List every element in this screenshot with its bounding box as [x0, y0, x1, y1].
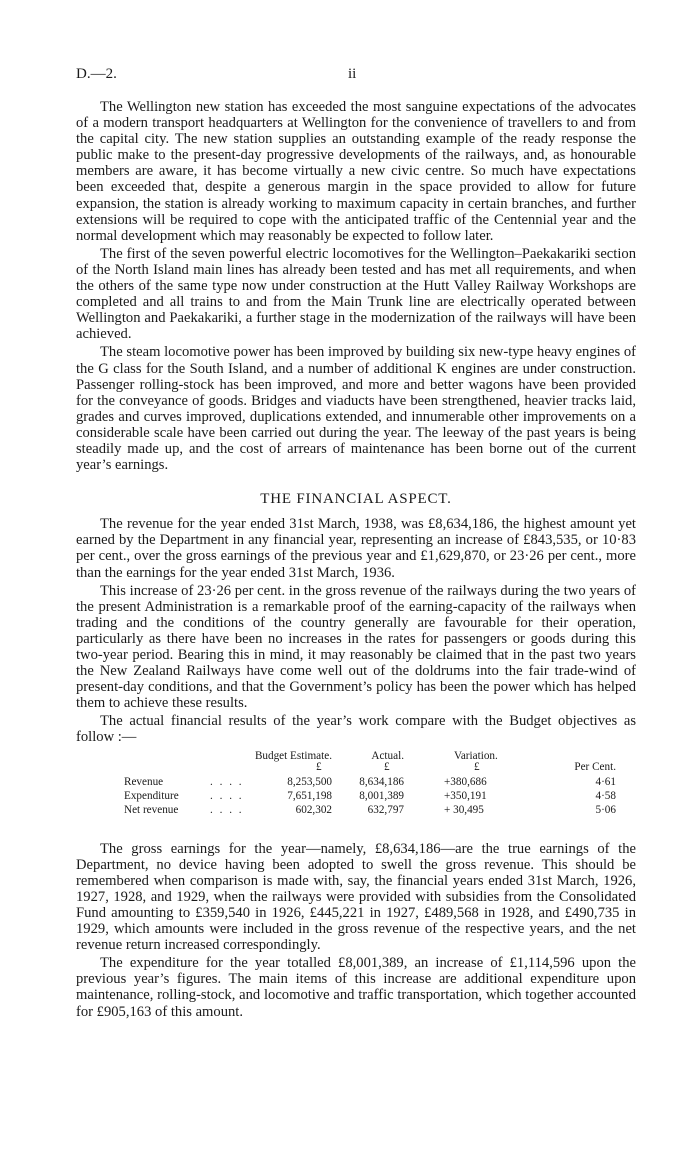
- cell-budget: 602,302: [295, 803, 332, 816]
- cell-percent: 5·06: [595, 803, 616, 816]
- cell-actual: 8,001,389: [359, 789, 404, 802]
- section-title: THE FINANCIAL ASPECT.: [260, 491, 452, 508]
- cell-budget: 8,253,500: [287, 775, 332, 788]
- paragraph-revenue: The revenue for the year ended 31st March, 1938, was £8,634,186, the highest amount yet earned by the Department in any financial year, representing an increase of £843,535, or 10·83 per cent., over the gross earnings of the previous year and £1,629,870, or 23·26 per cent., more than the earnings for the year ended 31st March, 1936.: [76, 516, 636, 581]
- leader-dots: . . . .: [210, 775, 244, 788]
- unit-budget: £: [316, 760, 322, 773]
- header-per-cent: Per Cent.: [574, 760, 616, 773]
- header-actual: Actual.: [371, 749, 404, 762]
- row-label: Revenue: [124, 775, 164, 788]
- paragraph-increase: This increase of 23·26 per cent. in the gross revenue of the railways during the two years of the present Administration is a remarkable proof of the earning-capacity of the railways when trading and the conditions of the country generally are favourable for their operation, particularly as there have been no increases in the rates for passengers or goods during this two-year period. Bearing this in mind, it may reasonably be claimed that in the past two years the New Zealand Railways have come well out of the doldrums into the fair trade-wind of present-day conditions, and that the Government’s policy has been the power which has helped them to achieve these results.: [76, 582, 636, 712]
- leader-dots: . . . .: [210, 789, 244, 802]
- leader-dots: . . . .: [210, 803, 244, 816]
- cell-actual: 632,797: [367, 803, 404, 816]
- page-number: ii: [348, 66, 357, 82]
- unit-variation: £: [474, 760, 480, 773]
- paragraph-electric-locomotives: The first of the seven powerful electric locomotives for the Wellington–Paekakariki section of the North Island main lines has already been tested and has met all requirements, and when the others of the same type now under construction at the Hutt Valley Railway Workshops are completed and all trains to and from the Main Trunk line are electrically operated between Wellington and Paekakariki, a further stage in the modernization of the railways will have been achieved.: [76, 245, 636, 343]
- paragraph-expenditure: The expenditure for the year totalled £8,001,389, an increase of £1,114,596 upon the previous year’s figures. The main items of this increase are additional expenditure upon maintenance, rolling-stock, and locomotive and traffic transportation, which together accounted for £905,163 of this amount.: [76, 955, 636, 1020]
- document-body: [76, 99, 636, 1022]
- header-budget-estimate: Budget Estimate.: [254, 749, 332, 762]
- cell-percent: 4·61: [595, 775, 616, 788]
- paragraph-wellington-station: The Wellington new station has exceeded the most sanguine expectations of the advocates of a modern transport headquarters at Wellington for the convenience of travellers to and from the capital city. The new station supplies an outstanding example of the ready response the public make to the present-day progressive developments of the railways, and, as honourable members are aware, it has become virtually a new civic centre. So much have expectations been exceeded that, despite a generous margin in the space provided to allow for future expansion, the station is already working to maximum capacity in certain branches, and further extensions will be required to cope with the anticipated traffic of the Centennial year and the normal development which may reasonably be expected to follow later.: [76, 99, 636, 244]
- paragraph-budget-intro: The actual financial results of the year’s work compare with the Budget objectives as follow :—: [76, 713, 636, 746]
- header-variation: Variation.: [454, 749, 498, 762]
- paragraph-gross-earnings: The gross earnings for the year—namely, £8,634,186—are the true earnings of the Department, no device having been adopted to swell the gross revenue. This should be remembered when comparison is made with, say, the financial years ended 31st March, 1926, 1927, 1928, and 1929, when the railways were provided with subsidies from the Consolidated Fund amounting to £359,540 in 1926, £445,221 in 1927, £489,568 in 1928, and £490,735 in 1929, which amounts were included in the gross revenue of the respective years, and the net revenue return increased correspondingly.: [76, 840, 636, 954]
- paragraph-steam-locomotive: The steam locomotive power has been improved by building six new-type heavy engines of the G class for the South Island, and a number of additional K engines are under construction. Passenger rolling-stock has been improved, and more and better wagons have been provided for the conveyance of goods. Bridges and viaducts have been strengthened, heavier tracks laid, grades and curves improved, duplications extended, and innumerable other improvements on a considerable scale have been carried out during the year. The leeway of the past years is being steadily made up, and the cost of arrears of maintenance has been borne out of the current year’s earnings.: [76, 344, 636, 474]
- cell-budget: 7,651,198: [287, 789, 332, 802]
- financial-results-table: [76, 749, 636, 825]
- cell-percent: 4·58: [595, 789, 616, 802]
- cell-actual: 8,634,186: [359, 775, 404, 788]
- document-reference: D.—2.: [76, 66, 117, 82]
- cell-variation: +380,686: [444, 775, 487, 788]
- cell-variation: + 30,495: [444, 803, 484, 816]
- page-header: [76, 66, 636, 86]
- unit-actual: £: [384, 760, 390, 773]
- cell-variation: +350,191: [444, 789, 487, 802]
- row-label: Net revenue: [124, 803, 179, 816]
- row-label: Expenditure: [124, 789, 179, 802]
